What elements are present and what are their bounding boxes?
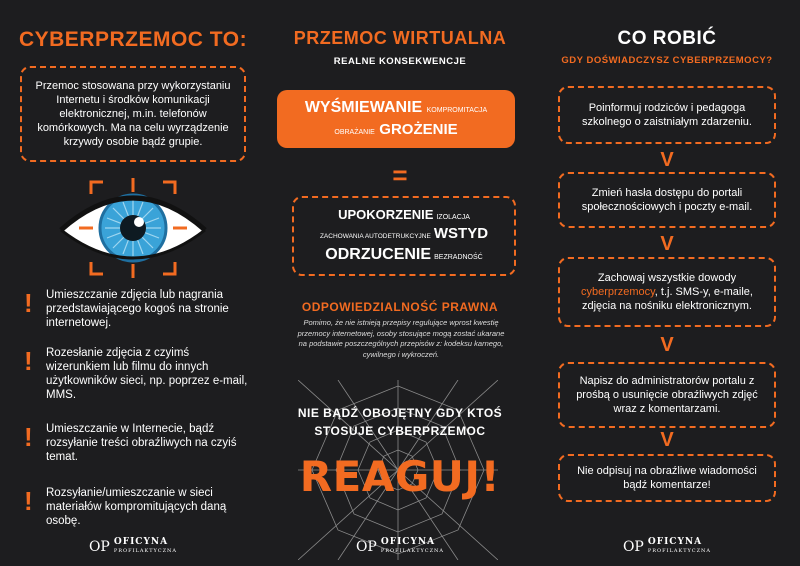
publisher-logo — [0, 538, 266, 556]
logo-mark-icon: OP — [88, 539, 110, 555]
list-item-text: Rozesłanie zdjęcia z czyimś wizerunkiem lub filmu do innych użytkowników sieci, np. poprzez e-mail, MMS. — [46, 347, 248, 401]
list-item — [24, 346, 254, 402]
list-item — [24, 486, 254, 528]
publisher-logo — [534, 538, 800, 556]
column-definition — [0, 0, 266, 566]
logo-line2: PROFILAKTYCZNA — [380, 548, 445, 554]
word-wysmiewanie: WYŚMIEWANIE — [304, 99, 423, 116]
word-upokorzenie: UPOKORZENIE — [338, 207, 434, 222]
logo-line1: OFICYNA — [647, 537, 703, 547]
column-consequences — [266, 0, 534, 566]
list-item-text: Rozsyłanie/umieszczanie w sieci materiałów kompromitujących daną osobę. — [46, 487, 227, 527]
list-item — [24, 288, 254, 330]
word-zachowania: ZACHOWANIA AUTODETRUKCYJNE — [319, 233, 431, 240]
word-bezradnosc: BEZRADNOŚĆ — [434, 254, 483, 261]
actions-box — [277, 90, 515, 148]
definition-text: Przemoc stosowana przy wykorzystaniu Internetu i środków komunikacji elektronicznej, m.in. telefonów komórkowych. Ma na celu wyrządzenie krzywdy osobie bądź grupie. — [35, 80, 231, 148]
eye-target-icon — [53, 178, 213, 278]
step-text-rest: , t.j. SMS-y, e-maile, zdjęcia na nośniku elektronicznym. — [582, 286, 753, 312]
effects-box — [292, 196, 516, 276]
legal-text: Pomimo, że nie istnieją przepisy regulujące wprost kwestię przemocy internetowej, osoby stosujące mogą zostać ukarane na podstawie poszczególnych przepisów z: kodeksu karnego, cywilnego i wykroczeń. — [297, 318, 505, 359]
word-obrazanie: OBRAŻANIE — [334, 129, 375, 136]
logo-mark-icon: OP — [622, 539, 644, 555]
logo-mark-icon: OP — [355, 539, 377, 555]
react-heading: REAGUJ! — [299, 452, 501, 501]
step-text: Poinformuj rodziców i pedagoga szkolnego o zaistniałym zdarzeniu. — [582, 102, 752, 128]
logo-line2: PROFILAKTYCZNA — [113, 548, 178, 554]
step-box — [558, 86, 776, 144]
step-text: Zmień hasła dostępu do portali społecznościowych i poczty e-mail. — [581, 187, 753, 213]
logo-line1: OFICYNA — [380, 537, 436, 547]
list-item-text: Umieszczanie w Internecie, bądź rozsyłanie treści obraźliwych na czyiś temat. — [46, 423, 237, 463]
word-kompromitacja: KOMPROMITACJA — [426, 107, 488, 114]
word-wstyd: WSTYD — [433, 225, 489, 242]
list-item — [24, 422, 254, 464]
call-line2: STOSUJE CYBERPRZEMOC — [314, 424, 486, 438]
exclamation-icon: ! — [24, 288, 33, 318]
step-box — [558, 362, 776, 428]
subtitle-realne-konsekwencje: REALNE KONSEKWENCJE — [333, 56, 467, 67]
step-text: Zachowaj wszystkie dowody — [597, 272, 737, 284]
step-highlight: cyberprzemocy — [581, 286, 655, 298]
step-box — [558, 172, 776, 228]
logo-line1: OFICYNA — [113, 537, 169, 547]
step-box — [558, 257, 776, 327]
list-item-text: Umieszczanie zdjęcia lub nagrania przedstawiającego kogoś na stronie internetowej. — [46, 289, 229, 329]
title-cyberprzemoc: CYBERPRZEMOC TO: — [18, 28, 248, 51]
definition-box — [20, 66, 246, 162]
word-odrzucenie: ODRZUCENIE — [325, 246, 432, 263]
title-co-robic: CO ROBIĆ — [617, 28, 717, 49]
subtitle-gdy-doswiadczysz: GDY DOŚWIADCZYSZ CYBERPRZEMOCY? — [561, 55, 773, 66]
chevron-down-icon: V — [660, 429, 674, 451]
title-przemoc-wirtualna: PRZEMOC WIRTUALNA — [293, 28, 507, 48]
step-text: Nie odpisuj na obraźliwe wiadomości bądź komentarze! — [577, 465, 757, 491]
logo-line2: PROFILAKTYCZNA — [647, 548, 712, 554]
step-text: Napisz do administratorów portalu z prośbą o usunięcie obraźliwych zdjęć wraz z komentarzami. — [576, 375, 758, 415]
chevron-down-icon: V — [660, 233, 674, 255]
chevron-down-icon: V — [660, 149, 674, 171]
exclamation-icon: ! — [24, 422, 33, 452]
word-grozenie: GROŻENIE — [379, 121, 458, 138]
step-box — [558, 454, 776, 502]
equals-sign: = — [392, 160, 408, 190]
legal-title: ODPOWIEDZIALNOŚĆ PRAWNA — [301, 300, 499, 314]
word-izolacja: IZOLACJA — [436, 214, 470, 221]
chevron-down-icon: V — [660, 334, 674, 356]
publisher-logo — [266, 538, 534, 556]
call-line1: NIE BĄDŹ OBOJĘTNY GDY KTOŚ — [297, 406, 503, 420]
column-what-to-do — [534, 0, 800, 566]
exclamation-icon: ! — [24, 346, 33, 376]
exclamation-icon: ! — [24, 486, 33, 516]
